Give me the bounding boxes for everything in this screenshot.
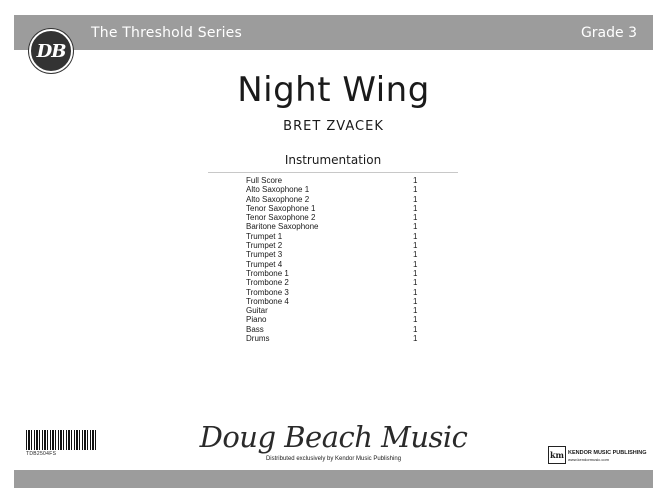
instrument-quantity: 1 xyxy=(413,203,418,213)
instrument-quantity: 1 xyxy=(413,287,418,297)
instrument-name: Guitar xyxy=(246,306,268,316)
grade-label: Grade 3 xyxy=(580,25,637,41)
instrument-name: Full Score xyxy=(246,176,283,185)
instrument-name: Trumpet 4 xyxy=(246,259,283,269)
instrumentation-heading: Instrumentation xyxy=(284,153,382,167)
instrument-quantity: 1 xyxy=(413,268,418,278)
instrument-row xyxy=(246,334,426,343)
instrument-row xyxy=(246,176,426,185)
instrument-row xyxy=(246,269,426,278)
instrument-row xyxy=(246,195,426,204)
footer-band xyxy=(14,470,653,488)
instrument-quantity: 1 xyxy=(413,334,418,344)
instrument-row xyxy=(246,213,426,222)
instrument-quantity: 1 xyxy=(413,315,418,325)
instrument-row xyxy=(246,241,426,250)
instrument-name: Alto Saxophone 1 xyxy=(246,185,310,195)
instrument-quantity: 1 xyxy=(413,176,418,185)
instrument-name: Trumpet 1 xyxy=(246,231,283,241)
instrument-name: Tenor Saxophone 2 xyxy=(246,213,316,223)
instrument-quantity: 1 xyxy=(413,296,418,306)
instrument-name: Baritone Saxophone xyxy=(246,222,319,232)
instrument-row xyxy=(246,260,426,269)
instrument-row xyxy=(246,306,426,315)
instrument-quantity: 1 xyxy=(413,194,418,204)
instrument-name: Alto Saxophone 2 xyxy=(246,194,310,204)
instrument-quantity: 1 xyxy=(413,222,418,232)
instrument-name: Trombone 2 xyxy=(246,278,289,288)
kendor-web: www.kendormusic.com xyxy=(568,457,609,462)
instrument-quantity: 1 xyxy=(413,250,418,260)
distributor-note: Distributed exclusively by Kendor Music Publishing xyxy=(265,456,402,462)
instrument-quantity: 1 xyxy=(413,259,418,269)
instrument-row xyxy=(246,222,426,231)
instrument-name: Trombone 1 xyxy=(246,268,289,278)
instrument-row xyxy=(246,288,426,297)
barcode-code: TDB2504FS xyxy=(26,451,57,457)
instrument-name: Trumpet 3 xyxy=(246,250,283,260)
instrument-quantity: 1 xyxy=(413,324,418,334)
kendor-name: KENDOR MUSIC PUBLISHING xyxy=(568,450,647,456)
page-title: Night Wing xyxy=(237,70,430,110)
instrument-quantity: 1 xyxy=(413,213,418,223)
instrument-name: Trombone 3 xyxy=(246,287,289,297)
kendor-logo-icon: km xyxy=(548,446,566,464)
instrument-quantity: 1 xyxy=(413,241,418,251)
instrument-row xyxy=(246,325,426,334)
instrument-name: Trombone 4 xyxy=(246,296,289,306)
series-name: The Threshold Series xyxy=(91,25,242,41)
instrument-quantity: 1 xyxy=(413,185,418,195)
instrument-row xyxy=(246,204,426,213)
db-logo: DB xyxy=(29,29,73,73)
instrument-row xyxy=(246,315,426,324)
instrument-row xyxy=(246,250,426,259)
instrumentation-list xyxy=(246,176,426,343)
publisher-logo: Doug Beach Music xyxy=(199,420,468,454)
instrumentation-divider xyxy=(208,172,458,173)
instrument-name: Drums xyxy=(246,334,270,344)
instrument-name: Bass xyxy=(246,324,264,334)
instrument-quantity: 1 xyxy=(413,278,418,288)
instrument-name: Piano xyxy=(246,315,267,325)
instrument-quantity: 1 xyxy=(413,231,418,241)
instrument-row xyxy=(246,232,426,241)
instrument-quantity: 1 xyxy=(413,306,418,316)
instrument-name: Tenor Saxophone 1 xyxy=(246,203,316,213)
composer-name: BRET ZVACEK xyxy=(283,119,384,134)
instrument-row xyxy=(246,297,426,306)
instrument-row xyxy=(246,185,426,194)
instrument-name: Trumpet 2 xyxy=(246,241,283,251)
instrument-row xyxy=(246,278,426,287)
